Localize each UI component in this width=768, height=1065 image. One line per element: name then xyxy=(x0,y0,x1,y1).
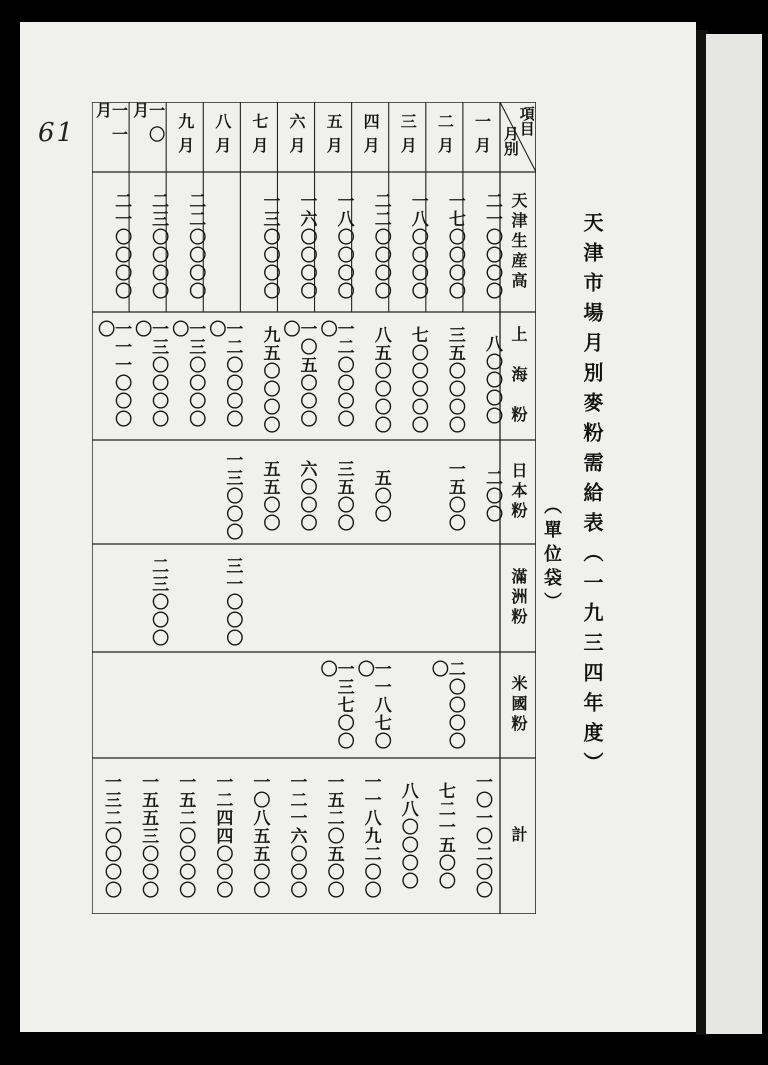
column-header-japan: 日本粉 xyxy=(509,462,528,522)
table-cell-total: 七二一五〇〇 xyxy=(434,782,455,890)
table-cell-japan: 五五〇〇 xyxy=(259,460,280,532)
column-header-total: 計 xyxy=(509,826,528,846)
table-cell-shanghai: 一二〇〇〇〇〇 xyxy=(316,320,354,428)
table-cell-total: 一三二〇〇〇〇 xyxy=(101,773,122,899)
table-cell-shanghai: 一三〇〇〇〇〇 xyxy=(168,320,206,428)
table-cell-manchuria: 二三〇〇〇 xyxy=(148,557,169,647)
table-cell-production: 一八〇〇〇〇 xyxy=(407,192,428,300)
table-cell-japan: 一三〇〇〇 xyxy=(222,451,243,541)
month-label: 一〇月 xyxy=(130,102,166,150)
month-label: 三月 xyxy=(398,113,418,161)
column-header-shanghai: 上 海 粉 xyxy=(509,326,528,426)
month-label: 七月 xyxy=(249,113,269,161)
column-header-production: 天津生産高 xyxy=(509,192,528,292)
column-header-usa: 米國粉 xyxy=(509,675,528,735)
table-cell-shanghai: 七〇〇〇〇〇 xyxy=(407,326,428,434)
table-cell-total: 一五二〇五〇〇 xyxy=(323,773,344,899)
table-cell-japan: 五〇〇 xyxy=(370,469,391,523)
month-label: 六月 xyxy=(287,113,306,161)
table-cell-total: 一一八九二〇〇 xyxy=(360,773,381,899)
corner-month-label: 月別 xyxy=(501,126,520,156)
table-cell-total: 八八〇〇〇〇 xyxy=(397,782,418,890)
table-cell-shanghai: 一一一〇〇〇〇 xyxy=(94,320,132,428)
table-cell-usa: 一一八七〇〇 xyxy=(353,660,391,750)
table-cell-shanghai: 一二〇〇〇〇〇 xyxy=(205,320,243,428)
month-label: 九月 xyxy=(175,113,195,161)
table-cell-production: 二一〇〇〇〇 xyxy=(481,192,502,300)
table-cell-japan: 三五〇〇 xyxy=(333,460,354,532)
table-cell-shanghai: 九五〇〇〇〇 xyxy=(259,326,280,434)
month-label: 二月 xyxy=(435,113,455,161)
table-cell-production: 二二〇〇〇〇 xyxy=(370,192,391,300)
table-cell-japan: 二〇〇 xyxy=(481,469,502,523)
unit-label: （單位袋） xyxy=(541,496,562,616)
table-cell-manchuria: 三一〇〇〇 xyxy=(222,557,243,647)
table-cell-total: 一〇一〇二〇〇 xyxy=(471,773,492,899)
month-label: 五月 xyxy=(324,113,344,161)
corner-item-label: 項目 xyxy=(517,106,536,136)
table-cell-usa: 二〇〇〇〇〇 xyxy=(427,660,465,750)
document-title: 天津市場月別麥粉需給表（一九三四年度） xyxy=(580,212,604,782)
column-header-manchuria: 滿洲粉 xyxy=(509,568,528,628)
table-cell-shanghai: 三五〇〇〇〇 xyxy=(444,326,465,434)
table-cell-japan: 六〇〇〇 xyxy=(296,460,317,532)
table-cell-production: 二三〇〇〇〇 xyxy=(148,192,169,300)
table-cell-total: 一五五三〇〇〇 xyxy=(138,773,159,899)
facing-page-edge xyxy=(706,34,762,1034)
table-cell-japan: 一五〇〇 xyxy=(444,460,465,532)
month-label: 一一月 xyxy=(93,102,129,150)
table-cell-shanghai: 八〇〇〇〇 xyxy=(481,335,502,425)
table-cell-production: 二二〇〇〇〇 xyxy=(185,192,206,300)
month-label: 一月 xyxy=(472,113,492,161)
table-cell-shanghai: 八五〇〇〇〇 xyxy=(370,326,391,434)
table-cell-total: 一五二〇〇〇〇 xyxy=(175,773,196,899)
table-cell-production: 一三〇〇〇〇 xyxy=(259,192,280,300)
supply-demand-table xyxy=(92,102,536,914)
table-cell-production: 一七〇〇〇〇 xyxy=(444,192,465,300)
table-cell-usa: 一三七〇〇〇 xyxy=(316,660,354,750)
table-cell-production: 一八〇〇〇〇 xyxy=(333,192,354,300)
table-cell-total: 一二四四〇〇〇 xyxy=(212,773,233,899)
table-cell-shanghai: 一三〇〇〇〇〇 xyxy=(131,320,169,428)
handwritten-page-number: 61 xyxy=(38,118,76,148)
month-label: 四月 xyxy=(361,113,381,161)
month-label: 八月 xyxy=(212,113,232,161)
table-cell-total: 一〇八五五〇〇 xyxy=(249,773,270,899)
table-cell-production: 一六〇〇〇〇 xyxy=(296,192,317,300)
table-cell-production: 二一〇〇〇〇 xyxy=(111,192,132,300)
table-cell-total: 一二一六〇〇〇 xyxy=(286,773,307,899)
table-cell-shanghai: 一〇五〇〇〇〇 xyxy=(279,320,317,428)
